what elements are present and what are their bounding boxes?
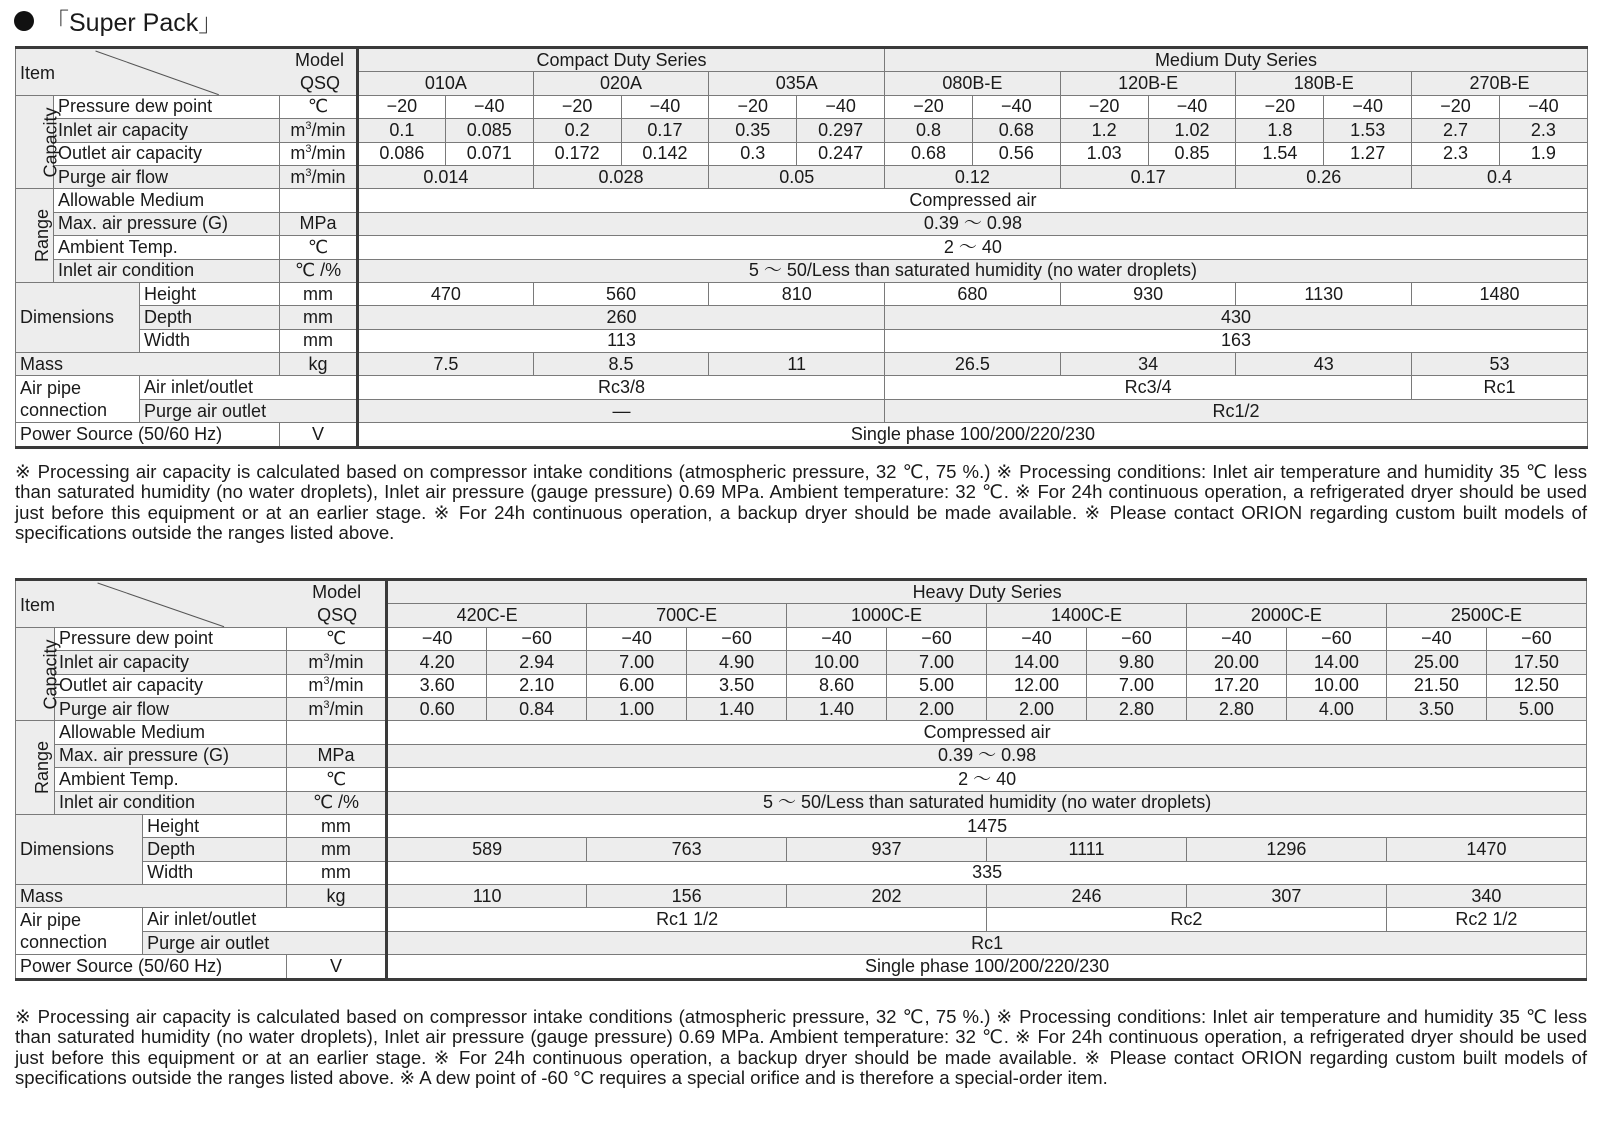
cell: 0.014	[358, 165, 534, 188]
cell: 2.00	[987, 697, 1087, 720]
row-power-source	[16, 955, 1587, 979]
cell: −40	[621, 95, 709, 118]
cell: −20	[709, 95, 797, 118]
cell: 0.142	[621, 142, 709, 165]
cell: 0.60	[387, 697, 487, 720]
cell: 26.5	[885, 353, 1061, 376]
row-label: Mass	[16, 885, 287, 908]
cell: −40	[972, 95, 1060, 118]
cell: 1.40	[787, 697, 887, 720]
cell: −40	[1386, 627, 1486, 650]
cell: 0.085	[445, 119, 533, 142]
row-label: Air inlet/outlet	[143, 908, 387, 931]
cell: Compressed air	[387, 721, 1587, 744]
cell: 0.05	[709, 165, 885, 188]
cell: 430	[885, 306, 1588, 329]
row-label: Allowable Medium	[54, 189, 280, 212]
cell: 1470	[1386, 838, 1586, 861]
header-item-model-cell	[16, 48, 358, 96]
row-purge-flow	[16, 697, 1587, 720]
cell: 10.00	[787, 651, 887, 674]
cell: 1.00	[587, 697, 687, 720]
cell: 260	[358, 306, 885, 329]
cell: 1.9	[1499, 142, 1587, 165]
cell: Rc1/2	[885, 399, 1588, 422]
cell: Rc3/4	[885, 376, 1412, 399]
model-header: 1000C-E	[787, 604, 987, 627]
cell: −20	[1236, 95, 1324, 118]
model-header: 180B-E	[1236, 72, 1412, 95]
cell: 43	[1236, 353, 1412, 376]
cell: 0.172	[533, 142, 621, 165]
row-label: Inlet air condition	[54, 791, 286, 814]
row-label: Inlet air condition	[54, 259, 280, 282]
bullet-icon	[14, 11, 34, 31]
cell: 4.90	[687, 651, 787, 674]
unit: kg	[286, 885, 386, 908]
model-header: 270B-E	[1412, 72, 1588, 95]
qsq-label: QSQ	[299, 73, 340, 93]
cell: −60	[487, 627, 587, 650]
cell: 0.26	[1236, 165, 1412, 188]
cell: 1.03	[1060, 142, 1148, 165]
cell: 2.3	[1412, 142, 1500, 165]
row-label: Purge air flow	[54, 165, 280, 188]
group-dimensions: Dimensions	[16, 282, 140, 352]
cell: 5 ～ 50/Less than saturated humidity (no water droplets)	[387, 791, 1587, 814]
cell: Rc2	[987, 908, 1387, 931]
row-mass	[16, 885, 1587, 908]
cell: 1480	[1412, 282, 1588, 305]
cell: 17.20	[1186, 674, 1286, 697]
unit	[286, 721, 386, 744]
cell: 2.94	[487, 651, 587, 674]
cell: 1.40	[687, 697, 787, 720]
row-label: Power Source (50/60 Hz)	[16, 423, 280, 447]
cell: Rc1 1/2	[387, 908, 987, 931]
cell: −40	[1499, 95, 1587, 118]
cell: −40	[587, 627, 687, 650]
cell: 110	[387, 885, 587, 908]
row-label: Inlet air capacity	[54, 119, 280, 142]
cell: 5.00	[1486, 697, 1586, 720]
cell: 8.5	[533, 353, 709, 376]
row-max-pressure	[16, 744, 1587, 767]
row-label: Height	[143, 814, 287, 837]
cell: 10.00	[1286, 674, 1386, 697]
row-dew-point	[16, 95, 1588, 118]
model-label: Model	[294, 50, 344, 70]
cell: −20	[533, 95, 621, 118]
group-dimensions: Dimensions	[16, 814, 143, 884]
cell: 1130	[1236, 282, 1412, 305]
unit: ℃	[286, 768, 386, 791]
cell: 0.17	[621, 119, 709, 142]
cell: 20.00	[1186, 651, 1286, 674]
cell: −20	[1060, 95, 1148, 118]
row-label: Outlet air capacity	[54, 142, 280, 165]
unit: $m^3/\min$	[286, 697, 386, 720]
cell: 0.297	[797, 119, 885, 142]
cell: 0.3	[709, 142, 797, 165]
unit: mm	[280, 282, 358, 305]
row-allowable-medium	[16, 189, 1588, 212]
unit: $m^3/\min$	[286, 651, 386, 674]
row-inlet-capacity	[16, 119, 1588, 142]
row-label: Ambient Temp.	[54, 236, 280, 259]
cell: 2 ～ 40	[387, 768, 1587, 791]
item-label: Item	[20, 595, 56, 615]
cell: 1.02	[1148, 119, 1236, 142]
cell: 0.56	[972, 142, 1060, 165]
cell: 9.80	[1086, 651, 1186, 674]
unit: mm	[280, 329, 358, 352]
cell: 0.35	[709, 119, 797, 142]
row-label: Outlet air capacity	[54, 674, 286, 697]
cell: 2.3	[1499, 119, 1587, 142]
cell: −20	[358, 95, 446, 118]
qsq-label: QSQ	[317, 605, 358, 625]
cell: 680	[885, 282, 1061, 305]
cell: Rc2 1/2	[1386, 908, 1586, 931]
cell: 2.7	[1412, 119, 1500, 142]
group-air-pipe: Air pipe connection	[16, 908, 143, 955]
cell: 3.50	[1386, 697, 1486, 720]
row-purge-air-outlet	[16, 931, 1587, 954]
unit: ℃	[280, 95, 358, 118]
row-ambient-temp	[16, 236, 1588, 259]
cell: 307	[1186, 885, 1386, 908]
cell: 1.8	[1236, 119, 1324, 142]
row-width	[16, 329, 1588, 352]
row-power-source	[16, 423, 1588, 447]
cell: 2.00	[887, 697, 987, 720]
spec-table-compact-medium	[15, 46, 1588, 449]
cell: 6.00	[587, 674, 687, 697]
model-header: 1400C-E	[987, 604, 1187, 627]
row-inlet-condition	[16, 259, 1588, 282]
cell: 0.39 ～ 0.98	[387, 744, 1587, 767]
cell: 1111	[987, 838, 1187, 861]
series-header: Medium Duty Series	[885, 48, 1588, 72]
row-outlet-capacity	[16, 674, 1587, 697]
cell: 0.4	[1412, 165, 1588, 188]
cell: 0.17	[1060, 165, 1236, 188]
cell: −40	[1186, 627, 1286, 650]
cell: −20	[1412, 95, 1500, 118]
unit: $m^3/\min$	[280, 165, 358, 188]
unit: ℃	[280, 236, 358, 259]
cell: 763	[587, 838, 787, 861]
group-capacity: Capacity	[16, 627, 55, 721]
cell: 113	[358, 329, 885, 352]
cell: —	[358, 399, 885, 422]
cell: 34	[1060, 353, 1236, 376]
cell: 0.8	[885, 119, 973, 142]
row-purge-flow	[16, 165, 1588, 188]
cell: 0.247	[797, 142, 885, 165]
row-label: Purge air flow	[54, 697, 286, 720]
unit: MPa	[286, 744, 386, 767]
row-label: Depth	[143, 838, 287, 861]
cell: 7.00	[587, 651, 687, 674]
model-header: 2000C-E	[1186, 604, 1386, 627]
model-header: 035A	[709, 72, 885, 95]
cell: 1.2	[1060, 119, 1148, 142]
row-width	[16, 861, 1587, 884]
row-depth	[16, 838, 1587, 861]
cell: 5.00	[887, 674, 987, 697]
cell: 560	[533, 282, 709, 305]
cell: Single phase 100/200/220/230	[387, 955, 1587, 979]
unit: mm	[286, 861, 386, 884]
cell: 930	[1060, 282, 1236, 305]
cell: 1.27	[1324, 142, 1412, 165]
unit: ℃ /%	[280, 259, 358, 282]
cell: 156	[587, 885, 787, 908]
unit: ℃	[286, 627, 386, 650]
cell: 335	[387, 861, 1587, 884]
row-label: Power Source (50/60 Hz)	[16, 955, 287, 979]
cell: 0.071	[445, 142, 533, 165]
unit: $m^3/\min$	[286, 674, 386, 697]
group-range: Range	[16, 721, 55, 815]
cell: −60	[1486, 627, 1586, 650]
row-label: Air inlet/outlet	[140, 376, 358, 399]
unit: kg	[280, 353, 358, 376]
unit: $m^3/\min$	[280, 119, 358, 142]
unit: V	[280, 423, 358, 447]
row-air-inlet-outlet	[16, 376, 1588, 399]
cell: 7.00	[887, 651, 987, 674]
cell: 53	[1412, 353, 1588, 376]
row-inlet-condition	[16, 791, 1587, 814]
unit: MPa	[280, 212, 358, 235]
cell: 937	[787, 838, 987, 861]
cell: 1.53	[1324, 119, 1412, 142]
unit: mm	[280, 306, 358, 329]
cell: 3.50	[687, 674, 787, 697]
row-label: Mass	[16, 353, 280, 376]
cell: 2 ～ 40	[358, 236, 1588, 259]
row-label: Max. air pressure (G)	[54, 744, 286, 767]
model-header: 120B-E	[1060, 72, 1236, 95]
cell: 7.5	[358, 353, 534, 376]
unit: ℃ /%	[286, 791, 386, 814]
cell: 0.1	[358, 119, 446, 142]
cell: 1475	[387, 814, 1587, 837]
cell: −40	[787, 627, 887, 650]
cell: −40	[1148, 95, 1236, 118]
model-header: 080B-E	[885, 72, 1061, 95]
model-header: 2500C-E	[1386, 604, 1586, 627]
series-header: Compact Duty Series	[358, 48, 885, 72]
group-air-pipe: Air pipe connection	[16, 376, 140, 423]
cell: 21.50	[1386, 674, 1486, 697]
row-outlet-capacity	[16, 142, 1588, 165]
cell: Single phase 100/200/220/230	[358, 423, 1588, 447]
cell: 0.68	[885, 142, 973, 165]
cell: 163	[885, 329, 1588, 352]
row-label: Depth	[140, 306, 280, 329]
row-depth	[16, 306, 1588, 329]
cell: −20	[885, 95, 973, 118]
cell: −40	[1324, 95, 1412, 118]
cell: 0.12	[885, 165, 1061, 188]
group-range: Range	[16, 189, 54, 283]
row-mass	[16, 353, 1588, 376]
cell: 2.80	[1186, 697, 1286, 720]
cell: 1296	[1186, 838, 1386, 861]
cell: 340	[1386, 885, 1586, 908]
row-height	[16, 814, 1587, 837]
cell: −60	[687, 627, 787, 650]
row-label: Width	[143, 861, 287, 884]
row-label: Pressure dew point	[54, 627, 286, 650]
cell: 2.80	[1086, 697, 1186, 720]
cell: 0.84	[487, 697, 587, 720]
row-label: Max. air pressure (G)	[54, 212, 280, 235]
cell: 8.60	[787, 674, 887, 697]
cell: 0.086	[358, 142, 446, 165]
group-capacity: Capacity	[16, 95, 54, 189]
cell: 17.50	[1486, 651, 1586, 674]
unit: mm	[286, 814, 386, 837]
row-air-inlet-outlet	[16, 908, 1587, 931]
page-title-text: 「Super Pack」	[44, 9, 224, 37]
cell: 2.10	[487, 674, 587, 697]
cell: 470	[358, 282, 534, 305]
row-label: Inlet air capacity	[54, 651, 286, 674]
cell: 12.00	[987, 674, 1087, 697]
row-label: Pressure dew point	[54, 95, 280, 118]
cell: 589	[387, 838, 587, 861]
row-inlet-capacity	[16, 651, 1587, 674]
row-label: Purge air outlet	[140, 399, 358, 422]
cell: −40	[987, 627, 1087, 650]
cell: 0.85	[1148, 142, 1236, 165]
model-header: 020A	[533, 72, 709, 95]
cell: −60	[887, 627, 987, 650]
row-allowable-medium	[16, 721, 1587, 744]
model-header: 700C-E	[587, 604, 787, 627]
row-dew-point	[16, 627, 1587, 650]
cell: 25.00	[1386, 651, 1486, 674]
footnote-2: ※ Processing air capacity is calculated based on compressor intake conditions (atmospheric pressure, 32 ℃, 75 %.) ※ Processing conditions: Inlet air temperature and humidity 35 ℃ less than saturated humidity (no water droplets), Inlet air pressure (gauge pressure) 0.69 MPa. Ambient temperature: 32 ℃. ※ For 24h continuous operation, a refrigerated dryer should be used just before this equipment or at an earlier stage. ※ For 24h continuous operation, a backup dryer should be made available. ※ Please contact ORION regarding custom built models of specifications outside the ranges listed above. ※ A dew point of -60 °C requires a special orifice and is therefore a special-order item.	[15, 1006, 1587, 1088]
cell: 810	[709, 282, 885, 305]
model-label: Model	[312, 582, 362, 602]
cell: −40	[387, 627, 487, 650]
cell: −60	[1286, 627, 1386, 650]
model-header: 010A	[358, 72, 534, 95]
row-ambient-temp	[16, 768, 1587, 791]
row-label: Height	[140, 282, 280, 305]
cell: 0.68	[972, 119, 1060, 142]
unit: mm	[286, 838, 386, 861]
cell: 0.028	[533, 165, 709, 188]
cell: Rc3/8	[358, 376, 885, 399]
series-header: Heavy Duty Series	[387, 580, 1587, 604]
footnote-1: ※ Processing air capacity is calculated based on compressor intake conditions (atmospheric pressure, 32 ℃, 75 %.) ※ Processing conditions: Inlet air temperature and humidity 35 ℃ less than saturated humidity (no water droplets), Inlet air pressure (gauge pressure) 0.69 MPa. Ambient temperature: 32 ℃. ※ For 24h continuous operation, a refrigerated dryer should be used just before this equipment or at an earlier stage. ※ For 24h continuous operation, a backup dryer should be made available. ※ Please contact ORION regarding custom built models of specifications outside the ranges listed above.	[15, 461, 1587, 543]
cell: 14.00	[987, 651, 1087, 674]
cell: 3.60	[387, 674, 487, 697]
unit	[280, 189, 358, 212]
spec-table-heavy	[15, 578, 1587, 981]
cell: −60	[1086, 627, 1186, 650]
row-label: Allowable Medium	[54, 721, 286, 744]
cell: 1.54	[1236, 142, 1324, 165]
row-purge-air-outlet	[16, 399, 1588, 422]
cell: 14.00	[1286, 651, 1386, 674]
row-label: Width	[140, 329, 280, 352]
cell: 0.2	[533, 119, 621, 142]
row-label: Purge air outlet	[143, 931, 387, 954]
row-label: Ambient Temp.	[54, 768, 286, 791]
cell: 11	[709, 353, 885, 376]
cell: Rc1	[1412, 376, 1588, 399]
cell: Compressed air	[358, 189, 1588, 212]
cell: −40	[797, 95, 885, 118]
row-max-pressure	[16, 212, 1588, 235]
cell: 4.00	[1286, 697, 1386, 720]
cell: 246	[987, 885, 1187, 908]
unit: $m^3/\min$	[280, 142, 358, 165]
cell: 5 ～ 50/Less than saturated humidity (no water droplets)	[358, 259, 1588, 282]
cell: 7.00	[1086, 674, 1186, 697]
header-item-model-cell	[16, 580, 387, 628]
item-label: Item	[20, 63, 56, 83]
cell: Rc1	[387, 931, 1587, 954]
page-title	[14, 4, 223, 38]
cell: 4.20	[387, 651, 487, 674]
model-header: 420C-E	[387, 604, 587, 627]
cell: −40	[445, 95, 533, 118]
row-height	[16, 282, 1588, 305]
cell: 202	[787, 885, 987, 908]
unit: V	[286, 955, 386, 979]
cell: 0.39 ～ 0.98	[358, 212, 1588, 235]
cell: 12.50	[1486, 674, 1586, 697]
